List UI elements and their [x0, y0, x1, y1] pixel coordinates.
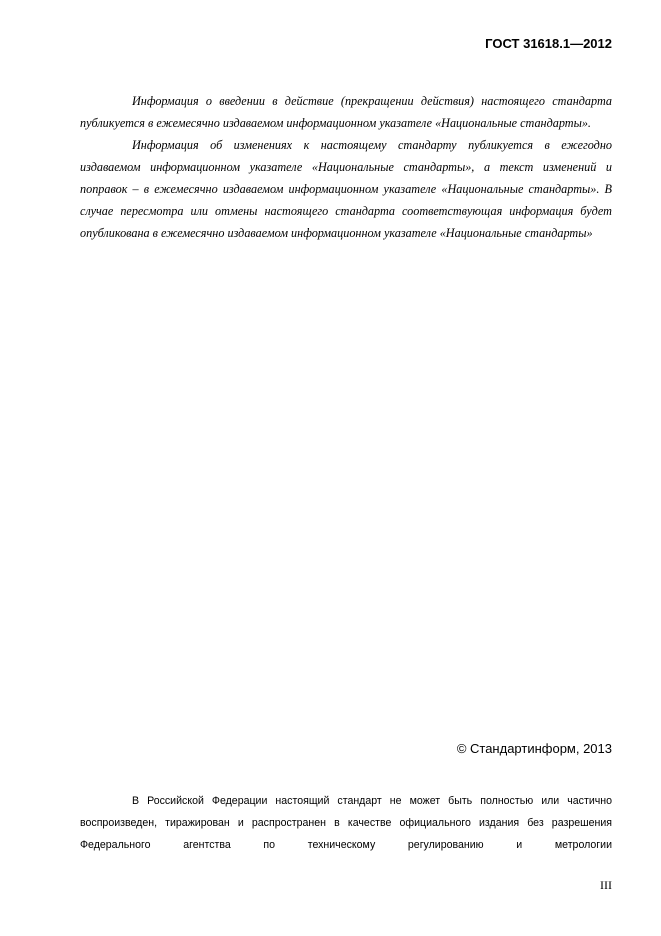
- paragraph-line: поправок – в ежемесячно издаваемом информационном указателе «Национальные стандарты». В: [80, 182, 612, 196]
- paragraph-line: В Российской Федерации настоящий стандарт не может быть полностью или частично: [132, 795, 612, 807]
- copyright-notice: © Стандартинформ, 2013: [456, 741, 612, 756]
- rights-section: [80, 790, 612, 856]
- paragraph-line: издаваемом информационном указателе «Национальные стандарты», а текст изменений и: [80, 160, 612, 174]
- page-number: III: [600, 878, 612, 892]
- paragraph-line: публикуется в ежемесячно издаваемом информационном указателе «Национальные стандарты».: [80, 116, 591, 130]
- paragraph-line: воспроизведен, тиражирован и распространен в качестве официального издания без разрешения: [80, 817, 612, 829]
- paragraph-line: Информация о введении в действие (прекращении действия) настоящего стандарта: [132, 94, 612, 108]
- paragraph-line: Федерального агентства по техническому регулированию и метрологии: [80, 839, 612, 851]
- document-header: ГОСТ 31618.1—2012: [485, 36, 612, 51]
- info-section: [80, 90, 612, 244]
- paragraph-line: опубликована в ежемесячно издаваемом информационном указателе «Национальные стандарты»: [80, 226, 593, 240]
- paragraph-line: случае пересмотра или отмены настоящего стандарта соответствующая информация будет: [80, 204, 612, 218]
- paragraph-line: Информация об изменениях к настоящему стандарту публикуется в ежегодно: [132, 138, 612, 152]
